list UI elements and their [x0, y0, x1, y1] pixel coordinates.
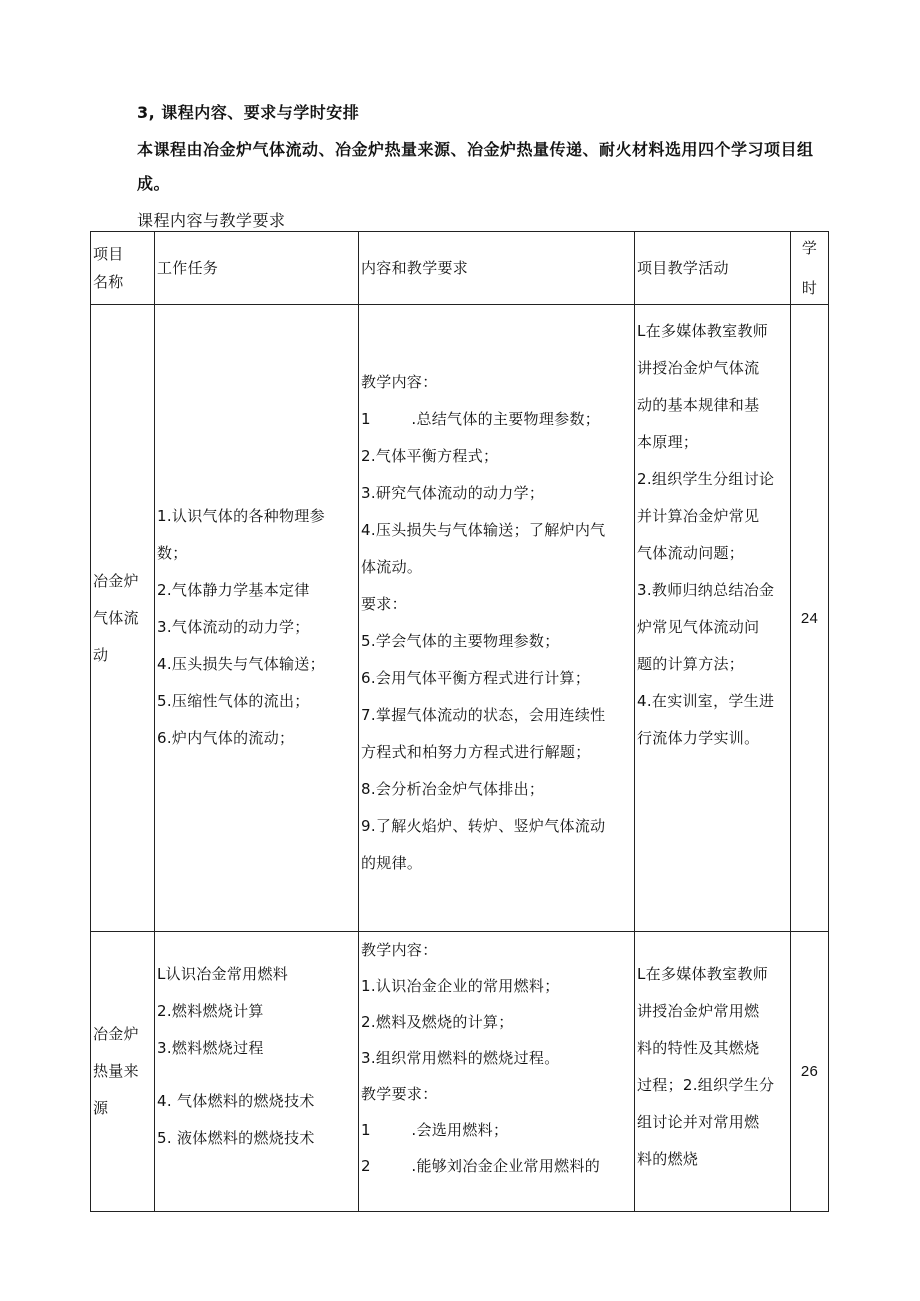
- task-line: 5.压缩性气体的流出；: [157, 691, 310, 710]
- header-hours-line: 学: [801, 239, 818, 257]
- activity-line: L在多媒体教室教师: [637, 965, 769, 983]
- content-line: 7.掌握气体流动的状态，会用连续性: [361, 706, 606, 724]
- header-project-name-line: 名称: [93, 273, 124, 291]
- content-line: 5.学会气体的主要物理参数；: [361, 632, 560, 650]
- task-line: 6.炉内气体的流动；: [157, 728, 295, 747]
- activity-line: L在多媒体教室教师: [637, 322, 769, 340]
- activity-line: 料的燃烧: [637, 1150, 699, 1168]
- header-activity: 项目教学活动: [635, 232, 791, 305]
- content-line: 的规律。: [361, 854, 423, 872]
- project-name-line: 冶金炉: [93, 1025, 139, 1043]
- task-line: L认识冶金常用燃料: [157, 965, 289, 983]
- header-project-name-line: 项目: [93, 245, 124, 263]
- activity-line: 2.组织学生分组讨论: [637, 470, 775, 488]
- task-line: 4.压头损失与气体输送；: [157, 654, 325, 673]
- course-content-table: [90, 231, 829, 1212]
- content-line: 教学要求：: [361, 1085, 438, 1103]
- project-name-cell: [91, 932, 155, 1212]
- header-project-name: [91, 232, 155, 305]
- activity-line: 题的计算方法；: [637, 655, 745, 673]
- content-line: 4.压头损失与气体输送；了解炉内气: [361, 521, 606, 539]
- content-line: 3.组织常用燃料的燃烧过程。: [361, 1049, 560, 1067]
- task-line: 2.气体静力学基本定律: [157, 580, 310, 599]
- activity-line: 讲授冶金炉常用燃: [637, 1002, 760, 1020]
- content-cell: [359, 932, 635, 1212]
- project-name-line: 热量来: [93, 1062, 139, 1080]
- section-heading: 3, 课程内容、要求与学时安排: [137, 103, 360, 122]
- activity-line: 并计算冶金炉常见: [637, 507, 760, 525]
- task-line: 3.燃料燃烧过程: [157, 1039, 264, 1057]
- header-task: 工作任务: [155, 232, 359, 305]
- project-name-line: 动: [93, 645, 109, 664]
- activity-line: 行流体力学实训。: [637, 729, 760, 747]
- activity-line: 组讨论并对常用燃: [637, 1113, 760, 1131]
- content-line: 1 .总结气体的主要物理参数；: [361, 410, 601, 428]
- content-line: 9.了解火焰炉、转炉、竖炉气体流动: [361, 817, 606, 835]
- activity-line: 气体流动问题；: [637, 544, 745, 562]
- content-line: 2 .能够刘冶金企业常用燃料的: [361, 1157, 601, 1175]
- project-name-line: 源: [93, 1099, 109, 1117]
- content-line: 2.燃料及燃烧的计算；: [361, 1013, 514, 1031]
- table-row: [91, 932, 829, 1212]
- task-line: 5. 液体燃料的燃烧技术: [157, 1129, 315, 1147]
- activity-cell: [635, 932, 791, 1212]
- task-line: 3.气体流动的动力学；: [157, 617, 310, 636]
- project-name-line: 气体流: [93, 608, 139, 627]
- content-line: 教学内容：: [361, 373, 438, 391]
- activity-line: 讲授冶金炉气体流: [637, 359, 760, 377]
- content-line: 2.气体平衡方程式；: [361, 447, 499, 465]
- content-cell: [359, 305, 635, 932]
- activity-line: 本原理；: [637, 433, 699, 451]
- task-line: 2.燃料燃烧计算: [157, 1002, 264, 1020]
- intro-paragraph: 本课程由冶金炉气体流动、冶金炉热量来源、冶金炉热量传递、耐火材料选用四个学习项目组成。: [137, 140, 814, 193]
- content-line: 方程式和柏努力方程式进行解题；: [361, 743, 591, 761]
- content-line: 1 .会选用燃料；: [361, 1121, 509, 1139]
- content-line: 1.认识冶金企业的常用燃料；: [361, 977, 560, 995]
- task-line: 数；: [157, 543, 188, 562]
- hours-cell: 24: [791, 305, 829, 932]
- task-line: 4. 气体燃料的燃烧技术: [157, 1092, 315, 1110]
- activity-cell: [635, 305, 791, 932]
- table-caption: 课程内容与教学要求: [137, 211, 286, 230]
- content-line: 要求：: [361, 595, 407, 613]
- header-hours: [791, 232, 829, 305]
- project-name-cell: [91, 305, 155, 932]
- content-line: 体流动。: [361, 558, 423, 576]
- activity-line: 4.在实训室，学生进: [637, 692, 775, 710]
- activity-line: 料的特性及其燃烧: [637, 1039, 760, 1057]
- task-line: 1.认识气体的各种物理参: [157, 506, 325, 525]
- activity-line: 动的基本规律和基: [637, 396, 760, 414]
- content-line: 3.研究气体流动的动力学；: [361, 484, 545, 502]
- task-cell: [155, 932, 359, 1212]
- hours-cell: 26: [791, 932, 829, 1212]
- activity-line: 过程；2.组织学生分: [637, 1076, 775, 1094]
- content-line: 教学内容：: [361, 941, 438, 959]
- activity-line: 3.教师归纳总结冶金: [637, 581, 775, 599]
- header-hours-line: 时: [801, 279, 818, 297]
- task-line: [157, 1067, 356, 1083]
- project-name-line: 冶金炉: [93, 571, 139, 590]
- table-header-row: [91, 232, 829, 305]
- content-line: 8.会分析冶金炉气体排出；: [361, 780, 545, 798]
- table-row: [91, 305, 829, 932]
- activity-line: 炉常见气体流动问: [637, 618, 760, 636]
- content-line: 6.会用气体平衡方程式进行计算；: [361, 669, 591, 687]
- header-content: 内容和教学要求: [359, 232, 635, 305]
- task-cell: [155, 305, 359, 932]
